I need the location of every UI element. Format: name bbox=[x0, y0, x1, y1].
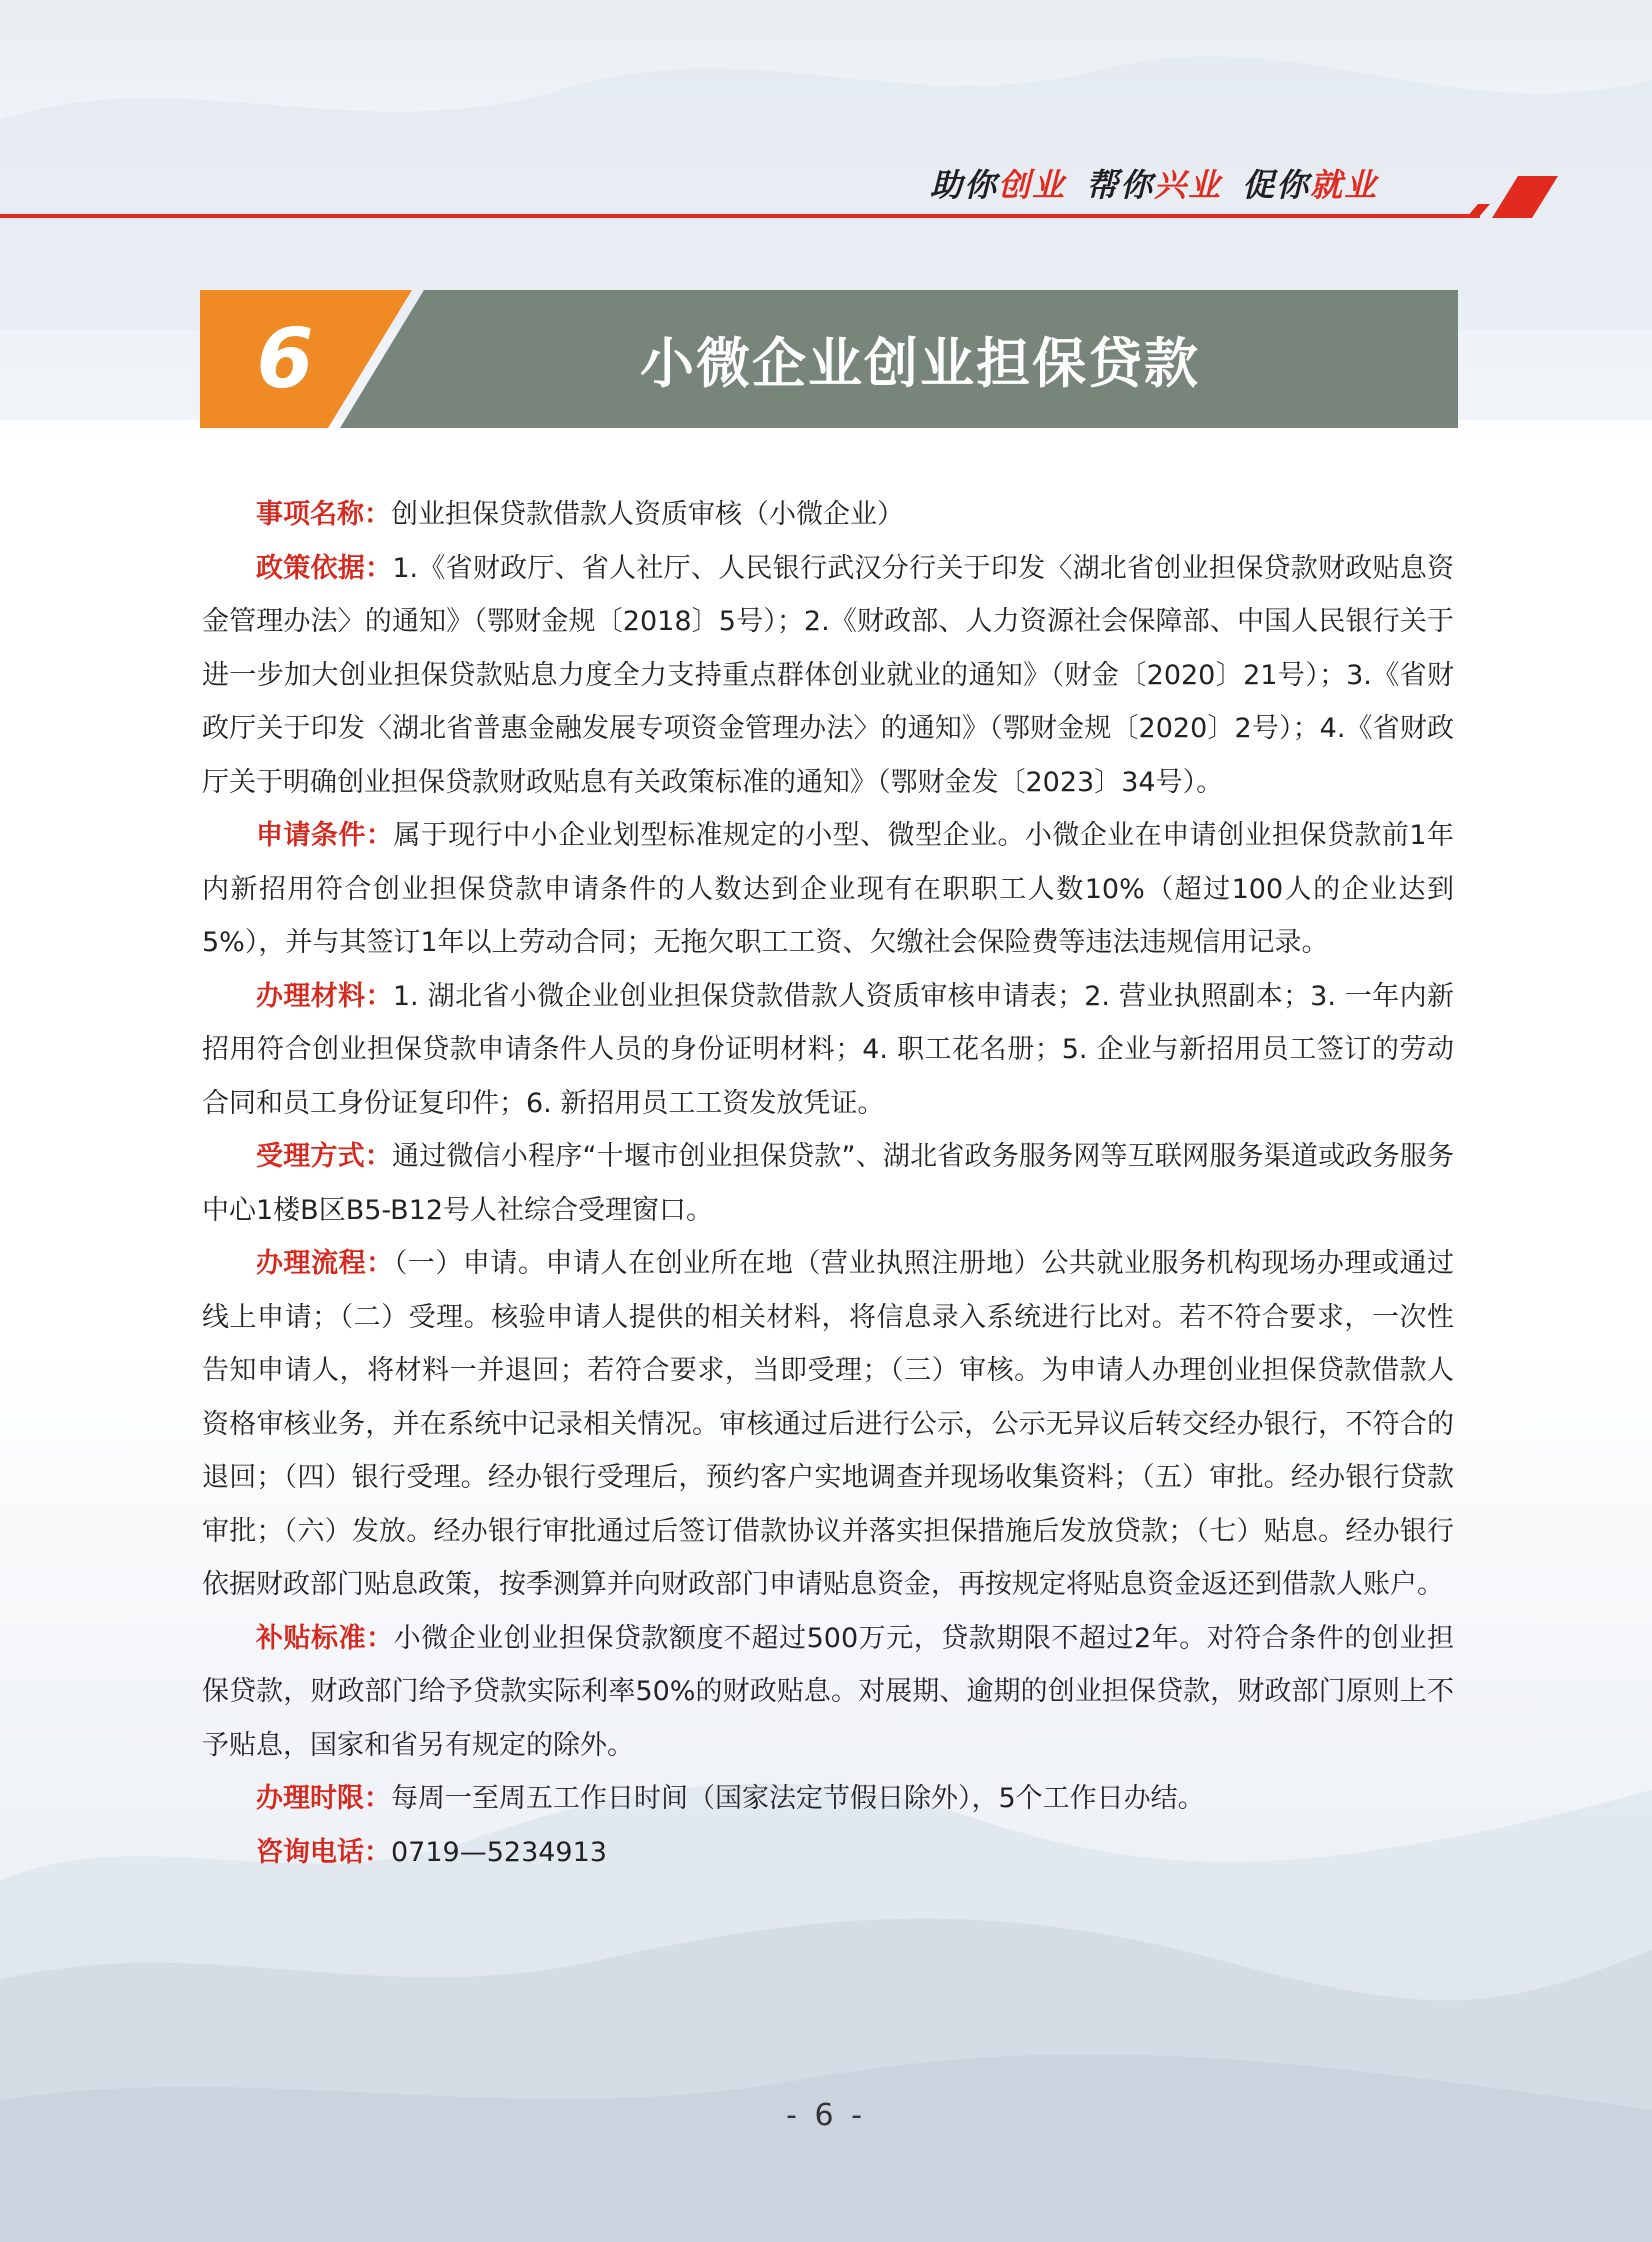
item-text: 通过微信小程序“十堰市创业担保贷款”、湖北省政务服务网等互联网服务渠道或政务服务中心1楼B区B5-B12号人社综合受理窗口。 bbox=[202, 1141, 1454, 1226]
slogan-highlight: 就业 bbox=[1310, 166, 1379, 204]
item-text: 1.《省财政厅、省人社厅、人民银行武汉分行关于印发〈湖北省创业担保贷款财政贴息资金管理办法〉的通知》（鄂财金规〔2018〕5号）；2.《财政部、人力资源社会保障部、中国人民银行关于进一步加大创业担保贷款贴息力度全力支持重点群体创业就业的通知》（财金〔2020〕21号）；3.《省财政厅关于印发〈湖北省普惠金融发展专项资金管理办法〉的通知》（鄂财金规〔2020〕2号）；4.《省财政厅关于明确创业担保贷款财政贴息有关政策标准的通知》（鄂财金发〔2023〕34号）。 bbox=[202, 552, 1454, 798]
slogan-part: 帮你 bbox=[1086, 166, 1155, 204]
item-conditions bbox=[202, 809, 1454, 970]
slogan-highlight: 兴业 bbox=[1154, 166, 1223, 204]
item-label: 咨询电话： bbox=[256, 1836, 391, 1868]
slogan-part: 助你 bbox=[930, 166, 999, 204]
header-accent-mark-icon bbox=[1462, 176, 1558, 218]
item-label: 政策依据： bbox=[256, 552, 393, 584]
item-label: 办理时限： bbox=[256, 1783, 391, 1814]
item-text: 属于现行中小企业划型标准规定的小型、微型企业。小微企业在申请创业担保贷款前1年内新招用符合创业担保贷款申请条件的人数达到企业现有在职职工人数10%（超过100人的企业达到5%），并与其签订1年以上劳动合同；无拖欠职工工资、欠缴社会保险费等违法违规信用记录。 bbox=[202, 820, 1454, 958]
item-phone bbox=[202, 1826, 1454, 1880]
policy-content bbox=[202, 488, 1454, 1879]
header-red-rule bbox=[0, 214, 1480, 218]
item-label: 受理方式： bbox=[256, 1141, 393, 1172]
item-time-limit bbox=[202, 1772, 1454, 1826]
item-text: 1. 湖北省小微企业创业担保贷款借款人资质审核申请表；2. 营业执照副本；3. 一年内新招用符合创业担保贷款申请条件人员的身份证明材料；4. 职工花名册；5. 企业与新招用员工签订的劳动合同和员工身份证复印件；6. 新招用员工工资发放凭证。 bbox=[202, 980, 1455, 1119]
item-text: 0719—5234913 bbox=[391, 1836, 607, 1868]
item-subsidy bbox=[202, 1612, 1454, 1773]
item-label: 办理流程： bbox=[256, 1248, 394, 1279]
item-text: 创业担保贷款借款人资质审核（小微企业） bbox=[391, 499, 904, 530]
item-acceptance bbox=[202, 1130, 1454, 1237]
section-number: 6 bbox=[256, 311, 314, 407]
item-materials bbox=[202, 970, 1454, 1131]
item-process bbox=[202, 1237, 1454, 1612]
item-text: （一）申请。申请人在创业所在地（营业执照注册地）公共就业服务机构现场办理或通过线上申请；（二）受理。核验申请人提供的相关材料，将信息录入系统进行比对。若不符合要求，一次性告知申请人，将材料一并退回；若符合要求，当即受理；（三）审核。为申请人办理创业担保贷款借款人资格审核业务，并在系统中记录相关情况。审核通过后进行公示，公示无异议后转交经办银行，不符合的退回；（四）银行受理。经办银行受理后，预约客户实地调查并现场收集资料；（五）审批。经办银行贷款审批；（六）发放。经办银行审批通过后签订借款协议并落实担保措施后发放贷款；（七）贴息。经办银行依据财政部门贴息政策，按季测算并向财政部门申请贴息资金，再按规定将贴息资金返还到借款人账户。 bbox=[202, 1248, 1454, 1600]
item-name bbox=[202, 488, 1454, 542]
slogan-highlight: 创业 bbox=[998, 166, 1067, 204]
item-label: 事项名称： bbox=[256, 499, 391, 530]
item-text: 每周一至周五工作日时间（国家法定节假日除外），5个工作日办结。 bbox=[391, 1783, 1205, 1814]
page-number: - 6 - bbox=[786, 2098, 866, 2133]
section-title: 小微企业创业担保贷款 bbox=[640, 331, 1200, 395]
header-slogan bbox=[930, 160, 1378, 206]
slogan-part: 促你 bbox=[1242, 166, 1311, 204]
item-policy-basis bbox=[202, 542, 1454, 810]
item-label: 补贴标准： bbox=[256, 1622, 394, 1654]
item-label: 办理材料： bbox=[256, 980, 393, 1012]
item-text: 小微企业创业担保贷款额度不超过500万元，贷款期限不超过2年。对符合条件的创业担保贷款，财政部门给予贷款实际利率50%的财政贴息。对展期、逾期的创业担保贷款，财政部门原则上不予贴息，国家和省另有规定的除外。 bbox=[202, 1622, 1454, 1761]
item-label: 申请条件： bbox=[256, 820, 394, 851]
